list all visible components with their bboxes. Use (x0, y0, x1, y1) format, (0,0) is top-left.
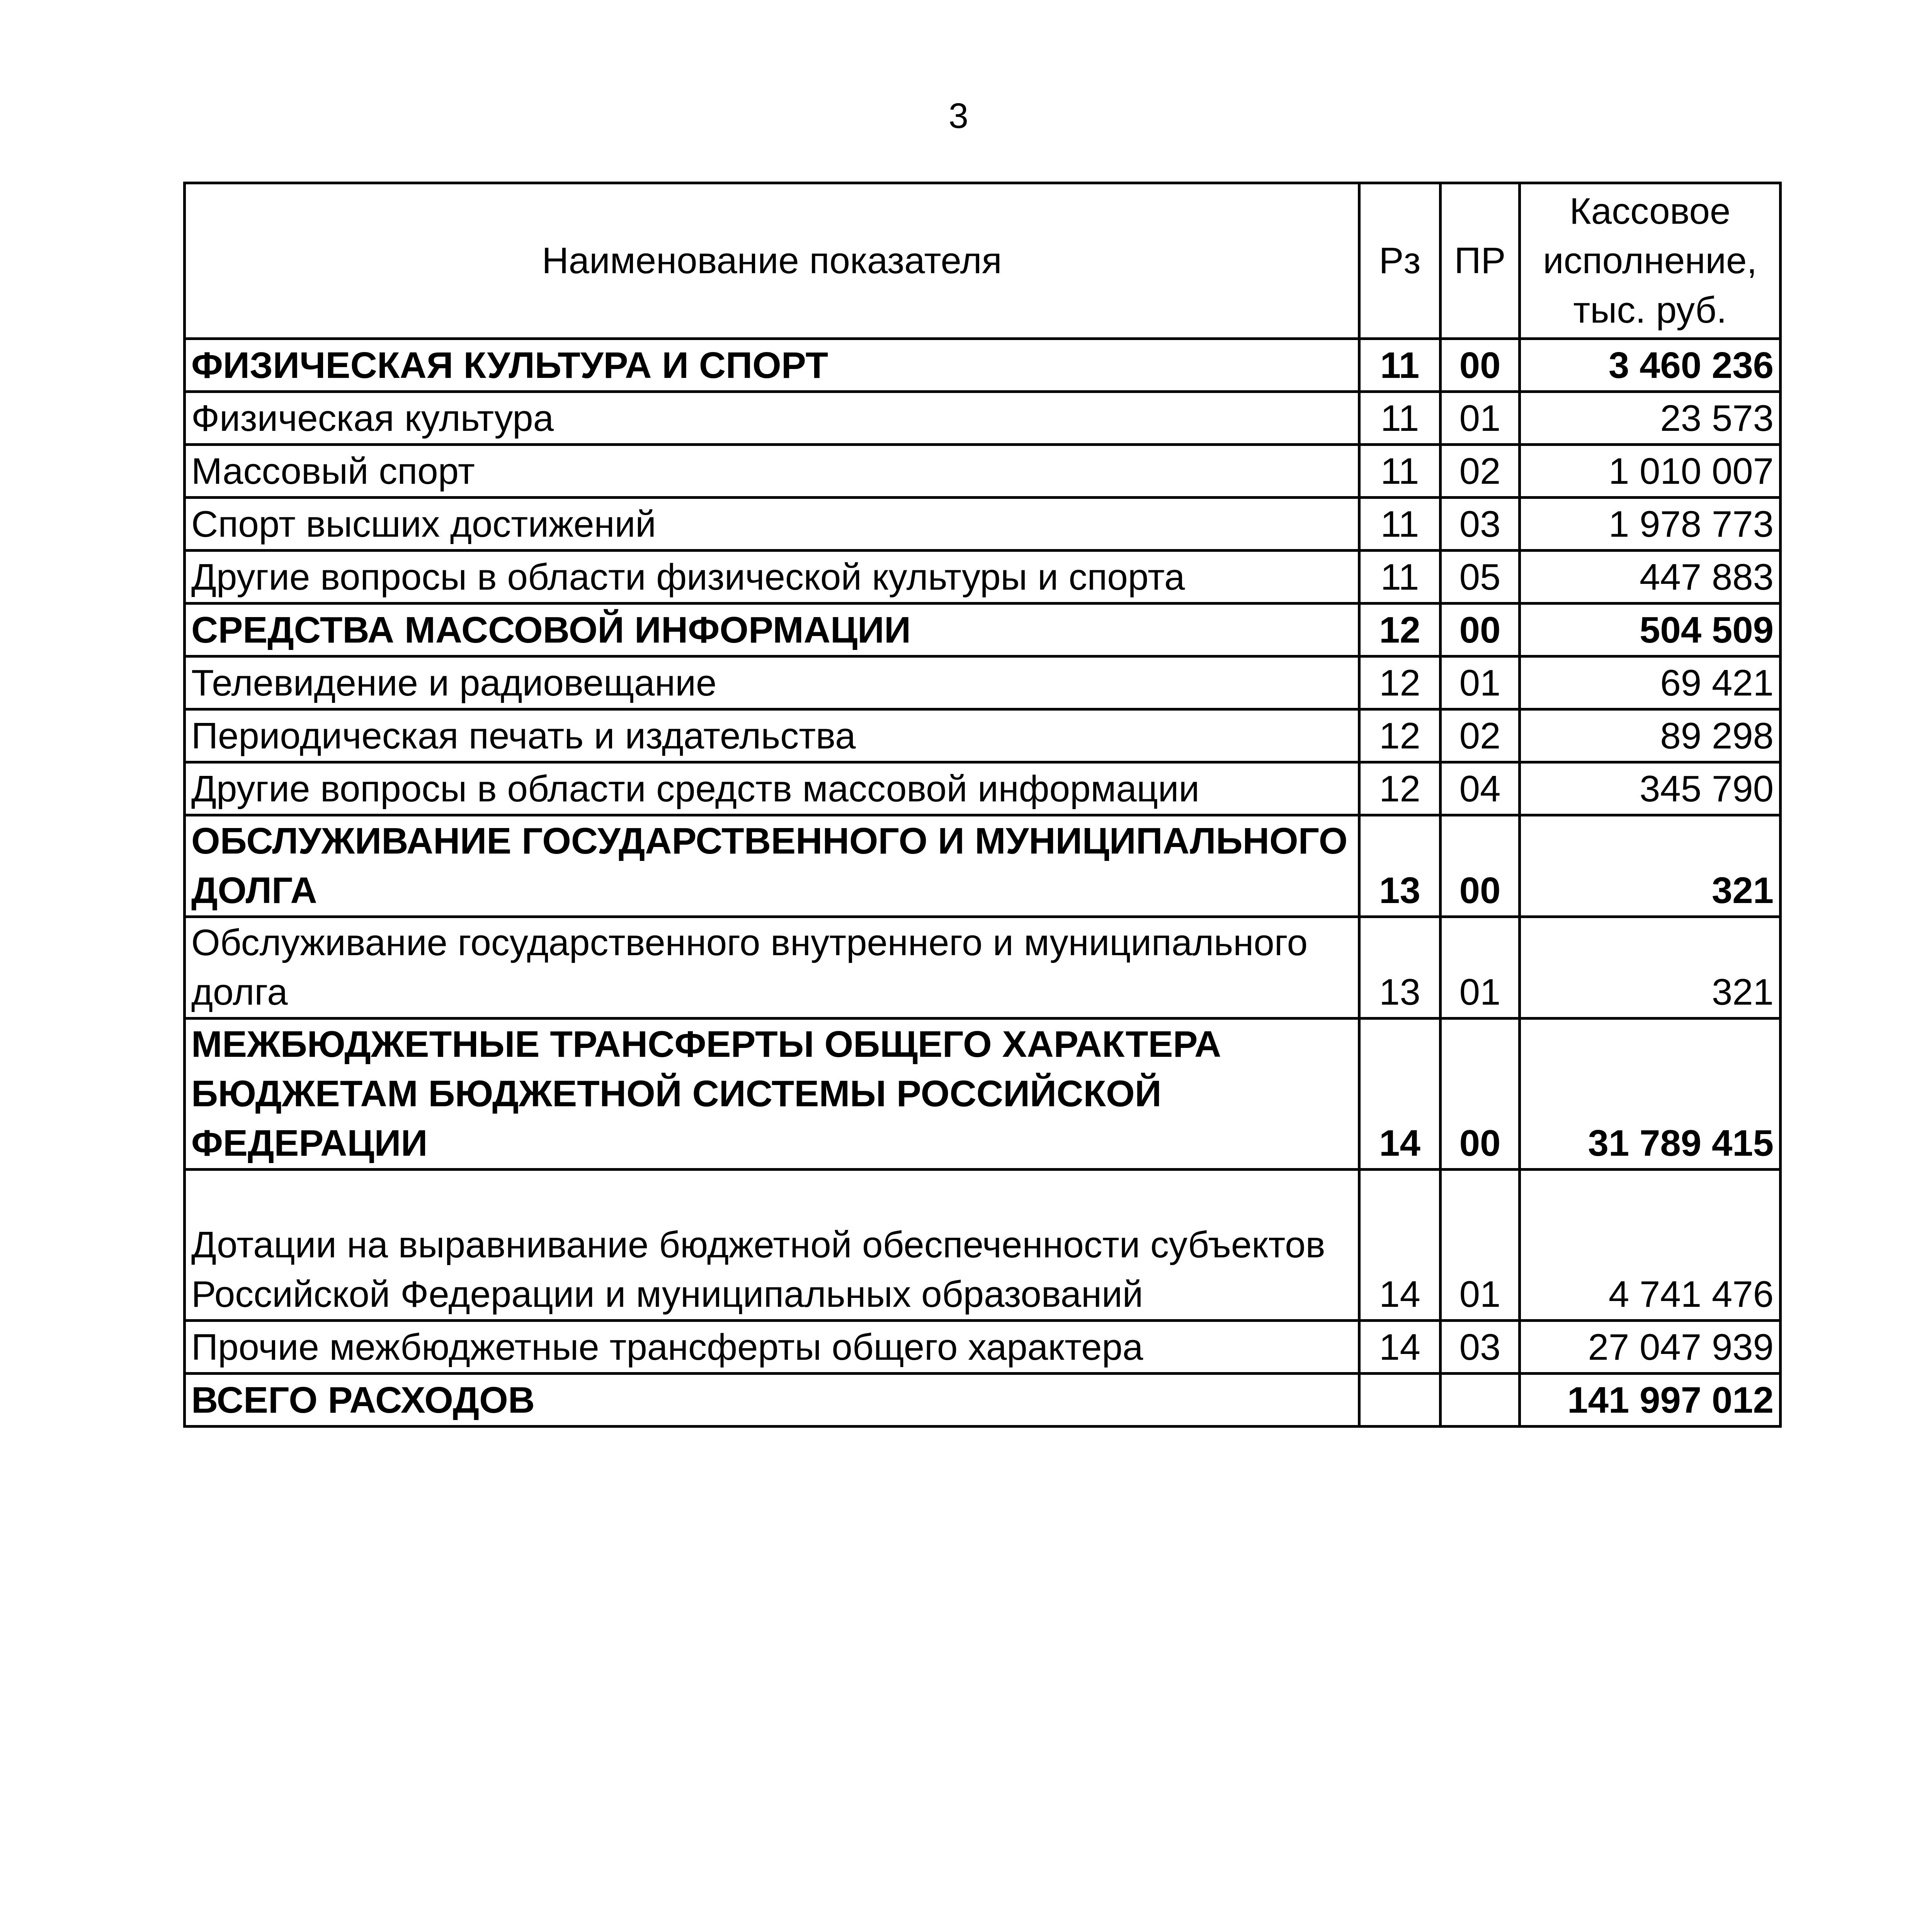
header-pr: ПР (1441, 183, 1520, 339)
row-pr: 01 (1441, 392, 1520, 445)
row-name: Другие вопросы в области средств массовой информации (185, 762, 1359, 815)
row-rz: 12 (1359, 656, 1441, 709)
row-pr: 00 (1441, 815, 1520, 917)
table-row (185, 1321, 1781, 1374)
header-rz: Рз (1359, 183, 1441, 339)
table-row (185, 339, 1781, 392)
row-amount: 345 790 (1520, 762, 1781, 815)
row-pr: 00 (1441, 339, 1520, 392)
row-amount: 27 047 939 (1520, 1321, 1781, 1374)
row-pr: 05 (1441, 551, 1520, 604)
row-pr: 00 (1441, 1019, 1520, 1170)
table-header-row (185, 183, 1781, 339)
row-name: Спорт высших достижений (185, 498, 1359, 551)
table-row (185, 1019, 1781, 1170)
row-pr: 04 (1441, 762, 1520, 815)
row-pr: 03 (1441, 498, 1520, 551)
row-name: Обслуживание государственного внутреннего и муниципального долга (185, 917, 1359, 1019)
row-rz: 11 (1359, 445, 1441, 498)
row-pr: 01 (1441, 1170, 1520, 1321)
row-rz: 13 (1359, 917, 1441, 1019)
row-amount: 321 (1520, 815, 1781, 917)
row-rz: 12 (1359, 709, 1441, 762)
page-number: 3 (948, 96, 969, 136)
row-pr: 03 (1441, 1321, 1520, 1374)
row-rz: 13 (1359, 815, 1441, 917)
row-rz: 11 (1359, 551, 1441, 604)
row-amount: 504 509 (1520, 604, 1781, 656)
table-row (185, 551, 1781, 604)
row-rz: 11 (1359, 498, 1441, 551)
row-name: Периодическая печать и издательства (185, 709, 1359, 762)
table-row (185, 445, 1781, 498)
row-name: СРЕДСТВА МАССОВОЙ ИНФОРМАЦИИ (185, 604, 1359, 656)
row-amount: 3 460 236 (1520, 339, 1781, 392)
total-rz (1359, 1374, 1441, 1427)
total-label: ВСЕГО РАСХОДОВ (185, 1374, 1359, 1427)
row-name: Телевидение и радиовещание (185, 656, 1359, 709)
row-name: МЕЖБЮДЖЕТНЫЕ ТРАНСФЕРТЫ ОБЩЕГО ХАРАКТЕРА БЮДЖЕТАМ БЮДЖЕТНОЙ СИСТЕМЫ РОССИЙСКОЙ ФЕДЕРАЦИИ (185, 1019, 1359, 1170)
table-row (185, 762, 1781, 815)
table-total-row (185, 1374, 1781, 1427)
row-name: Дотации на выравнивание бюджетной обеспеченности субъектов Российской Федерации и муниципальных образований (185, 1170, 1359, 1321)
row-pr: 01 (1441, 656, 1520, 709)
row-rz: 11 (1359, 339, 1441, 392)
row-rz: 14 (1359, 1170, 1441, 1321)
row-amount: 447 883 (1520, 551, 1781, 604)
row-pr: 00 (1441, 604, 1520, 656)
row-name: Физическая культура (185, 392, 1359, 445)
table-row (185, 656, 1781, 709)
expenditure-table (183, 182, 1782, 1428)
row-amount: 321 (1520, 917, 1781, 1019)
table-row (185, 498, 1781, 551)
row-pr: 02 (1441, 445, 1520, 498)
header-name: Наименование показателя (185, 183, 1359, 339)
row-name: Другие вопросы в области физической культуры и спорта (185, 551, 1359, 604)
table-row (185, 392, 1781, 445)
row-amount: 69 421 (1520, 656, 1781, 709)
row-amount: 23 573 (1520, 392, 1781, 445)
row-amount: 1 978 773 (1520, 498, 1781, 551)
row-pr: 02 (1441, 709, 1520, 762)
row-pr: 01 (1441, 917, 1520, 1019)
row-amount: 31 789 415 (1520, 1019, 1781, 1170)
table-row (185, 815, 1781, 917)
row-amount: 1 010 007 (1520, 445, 1781, 498)
row-rz: 12 (1359, 604, 1441, 656)
total-amount: 141 997 012 (1520, 1374, 1781, 1427)
row-amount: 89 298 (1520, 709, 1781, 762)
row-name: ОБСЛУЖИВАНИЕ ГОСУДАРСТВЕННОГО И МУНИЦИПАЛЬНОГО ДОЛГА (185, 815, 1359, 917)
table-row (185, 709, 1781, 762)
row-amount: 4 741 476 (1520, 1170, 1781, 1321)
row-name: ФИЗИЧЕСКАЯ КУЛЬТУРА И СПОРТ (185, 339, 1359, 392)
header-amount: Кассовое исполнение, тыс. руб. (1520, 183, 1781, 339)
row-rz: 12 (1359, 762, 1441, 815)
total-pr (1441, 1374, 1520, 1427)
table-row (185, 604, 1781, 656)
row-name: Массовый спорт (185, 445, 1359, 498)
table-row (185, 917, 1781, 1019)
row-rz: 14 (1359, 1321, 1441, 1374)
table-row (185, 1170, 1781, 1321)
row-name: Прочие межбюджетные трансферты общего характера (185, 1321, 1359, 1374)
row-rz: 11 (1359, 392, 1441, 445)
row-rz: 14 (1359, 1019, 1441, 1170)
